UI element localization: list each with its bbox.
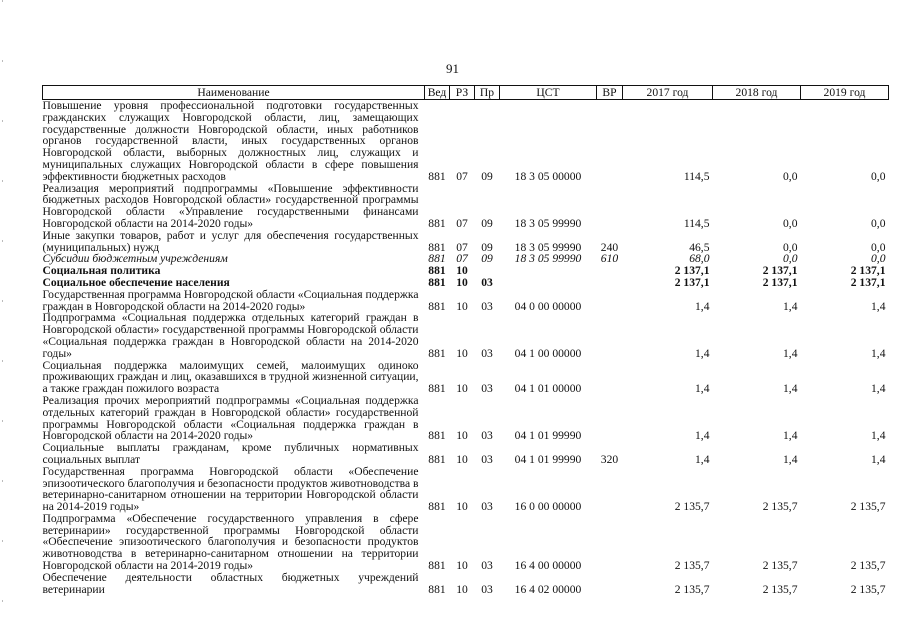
row-2018: 1,4 bbox=[783, 382, 798, 396]
row-name: Социальные выплаты гражданам, кроме публичных нормативных социальных выплат bbox=[42, 441, 419, 466]
row-2018: 2 137,1 bbox=[762, 275, 798, 289]
row-vr bbox=[597, 289, 623, 313]
row-ved: 881 bbox=[428, 299, 446, 313]
row-name: Реализация мероприятий подпрограммы «Повышение эффективности бюджетных расходов Новгородской области» государственной программы Новгородской области «Управление государственными финансами Новгородской области на 2014-2020 годы» bbox=[42, 181, 419, 230]
row-2019: 0,0 bbox=[871, 252, 886, 266]
row-rz: 07 bbox=[456, 240, 468, 254]
row-pr: 03 bbox=[481, 275, 493, 289]
table-row bbox=[43, 183, 889, 230]
row-vr bbox=[597, 277, 623, 289]
row-2018: 1,4 bbox=[783, 299, 798, 313]
budget-table bbox=[42, 85, 889, 595]
row-rz: 10 bbox=[456, 559, 468, 573]
row-vr: 320 bbox=[600, 452, 619, 466]
row-2018: 0,0 bbox=[783, 169, 798, 183]
row-name: Обеспечение деятельности областных бюджетных учреждений ветеринарии bbox=[42, 570, 419, 596]
row-ved: 881 bbox=[428, 452, 446, 466]
row-name: Государственная программа Новгородской области «Обеспечение эпизоотического благополучия и безопасности продуктов животноводства в ветеринарно-санитарном отношении на территории Новгородской области на 2014-2019 годы» bbox=[42, 464, 419, 514]
row-rz: 10 bbox=[456, 275, 468, 289]
table-row bbox=[43, 572, 889, 596]
row-pr: 03 bbox=[481, 429, 493, 443]
row-rz: 10 bbox=[456, 582, 468, 596]
col-header-pr: Пр bbox=[475, 86, 500, 100]
row-vr bbox=[597, 183, 623, 230]
page-number: 91 bbox=[446, 61, 459, 76]
row-cst: 18 3 05 99990 bbox=[514, 216, 582, 230]
row-2018: 2 135,7 bbox=[762, 559, 798, 573]
table-row bbox=[43, 289, 889, 313]
row-name: Иные закупки товаров, работ и услуг для обеспечения государственных (муниципальных) нужд bbox=[42, 228, 419, 254]
row-pr: 03 bbox=[481, 299, 493, 313]
row-2019: 1,4 bbox=[871, 429, 886, 443]
row-2017: 2 135,7 bbox=[674, 500, 710, 514]
row-2017: 114,5 bbox=[683, 216, 710, 230]
row-pr: 03 bbox=[481, 559, 493, 573]
row-pr: 03 bbox=[481, 582, 493, 596]
table-row bbox=[43, 100, 889, 183]
row-ved: 881 bbox=[428, 429, 446, 443]
row-2017: 1,4 bbox=[695, 299, 710, 313]
row-vr bbox=[597, 572, 623, 596]
row-2019: 1,4 bbox=[871, 452, 886, 466]
table-row bbox=[43, 360, 889, 395]
row-pr: 03 bbox=[481, 452, 493, 466]
row-2017: 2 135,7 bbox=[674, 582, 710, 596]
row-2019: 1,4 bbox=[871, 299, 886, 313]
row-2019: 0,0 bbox=[871, 216, 886, 230]
row-2018: 1,4 bbox=[783, 429, 798, 443]
row-name: Реализация прочих мероприятий подпрограммы «Социальная поддержка отдельных категорий граждан в Новгородской области» государственной программы Новгородской области «Социальная поддержка граждан в Новгородской области на 2014-2020 годы» bbox=[42, 393, 419, 443]
row-vr bbox=[597, 100, 623, 183]
row-2017: 46,5 bbox=[689, 240, 710, 254]
row-rz: 10 bbox=[456, 452, 468, 466]
row-rz: 10 bbox=[456, 382, 468, 396]
row-2017: 1,4 bbox=[695, 382, 710, 396]
table-row bbox=[43, 442, 889, 466]
row-2018: 1,4 bbox=[783, 346, 798, 360]
row-2019: 2 137,1 bbox=[850, 264, 886, 278]
table-row bbox=[43, 466, 889, 513]
row-2019: 0,0 bbox=[871, 169, 886, 183]
row-vr: 240 bbox=[600, 240, 619, 254]
row-ved: 881 bbox=[428, 382, 446, 396]
table-row bbox=[43, 230, 889, 254]
row-name: Повышение уровня профессиональной подготовки государственных гражданских служащих Новгородской области, лиц, замещающих государственные должности Новгородской области, иных работников органов государственной власти, иных государственных органов Новгородской области, выборных должностных лиц, служащих и муниципальных служащих Новгородской области в сфере повышения эффективности бюджетных расходов bbox=[42, 99, 419, 183]
row-2017: 68,0 bbox=[689, 252, 710, 266]
row-cst: 16 4 00 00000 bbox=[514, 559, 582, 573]
row-2017: 1,4 bbox=[695, 346, 710, 360]
row-2019: 2 137,1 bbox=[850, 275, 886, 289]
row-name: Подпрограмма «Обеспечение государственного управления в сфере ветеринарии» государственной программы Новгородской области «Обеспечение эпизоотического благополучия и безопасности продуктов животноводства в ветеринарно-санитарном отношении на территории Новгородской области на 2014-2019 годы» bbox=[42, 511, 419, 573]
row-cst: 04 0 00 00000 bbox=[514, 299, 582, 313]
row-cst: 18 3 05 99990 bbox=[514, 240, 582, 254]
row-ved: 881 bbox=[428, 216, 446, 230]
row-2017: 2 137,1 bbox=[674, 275, 710, 289]
row-pr: 03 bbox=[481, 382, 493, 396]
row-rz: 10 bbox=[456, 264, 468, 278]
row-vr bbox=[597, 312, 623, 359]
row-2019: 1,4 bbox=[871, 346, 886, 360]
row-2017: 2 135,7 bbox=[674, 559, 710, 573]
col-header-rz: РЗ bbox=[450, 86, 475, 100]
table-row bbox=[43, 513, 889, 572]
row-cst: 18 3 05 00000 bbox=[514, 169, 582, 183]
col-header-name: Наименование bbox=[43, 86, 425, 100]
row-ved: 881 bbox=[428, 240, 446, 254]
row-rz: 07 bbox=[456, 252, 468, 266]
col-header-2019: 2019 год bbox=[801, 86, 889, 100]
row-ved: 881 bbox=[428, 275, 446, 289]
row-vr bbox=[597, 265, 623, 277]
row-pr: 09 bbox=[481, 169, 493, 183]
row-ved: 881 bbox=[428, 500, 446, 514]
row-vr bbox=[597, 466, 623, 513]
row-name: Социальное обеспечение населения bbox=[42, 275, 230, 289]
row-cst bbox=[500, 277, 597, 289]
table-header-row bbox=[43, 86, 889, 100]
row-cst: 04 1 01 99990 bbox=[514, 452, 582, 466]
row-name: Подпрограмма «Социальная поддержка отдельных категорий граждан в Новгородской области» государственной программы Новгородской области «Социальная поддержка граждан в Новгородской области на 2014-2020 годы» bbox=[42, 311, 419, 360]
row-pr: 03 bbox=[481, 346, 493, 360]
col-header-vr: ВР bbox=[597, 86, 623, 100]
row-pr: 09 bbox=[481, 216, 493, 230]
row-2019: 1,4 bbox=[871, 382, 886, 396]
row-ved: 881 bbox=[428, 252, 446, 266]
row-pr: 03 bbox=[481, 500, 493, 514]
row-rz: 07 bbox=[456, 216, 468, 230]
row-cst: 04 1 00 00000 bbox=[514, 346, 582, 360]
row-cst: 16 0 00 00000 bbox=[514, 500, 582, 514]
row-2017: 1,4 bbox=[695, 429, 710, 443]
row-rz: 10 bbox=[456, 299, 468, 313]
row-ved: 881 bbox=[428, 582, 446, 596]
row-ved: 881 bbox=[428, 346, 446, 360]
row-rz: 07 bbox=[456, 169, 468, 183]
row-2018: 1,4 bbox=[783, 452, 798, 466]
row-pr: 09 bbox=[481, 240, 493, 254]
row-rz: 10 bbox=[456, 346, 468, 360]
row-vr bbox=[597, 360, 623, 395]
table-body bbox=[43, 100, 889, 596]
row-ved: 881 bbox=[428, 169, 446, 183]
row-2018: 0,0 bbox=[783, 216, 798, 230]
row-2018: 0,0 bbox=[783, 240, 798, 254]
row-cst: 16 4 02 00000 bbox=[514, 582, 582, 596]
row-2017: 1,4 bbox=[695, 452, 710, 466]
row-name: Социальная политика bbox=[42, 264, 161, 278]
row-2018: 2 137,1 bbox=[762, 264, 798, 278]
row-rz: 10 bbox=[456, 500, 468, 514]
row-cst bbox=[500, 265, 597, 277]
table-row bbox=[43, 277, 889, 289]
row-ved: 881 bbox=[428, 559, 446, 573]
table-row bbox=[43, 312, 889, 359]
row-2019: 2 135,7 bbox=[850, 582, 886, 596]
row-vr bbox=[597, 513, 623, 572]
row-pr: 09 bbox=[481, 252, 493, 266]
row-2019: 2 135,7 bbox=[850, 500, 886, 514]
col-header-2017: 2017 год bbox=[623, 86, 713, 100]
row-2019: 0,0 bbox=[871, 240, 886, 254]
row-name: Государственная программа Новгородской области «Социальная поддержка граждан в Новгородской области на 2014-2020 годы» bbox=[42, 287, 419, 313]
table-row bbox=[43, 395, 889, 442]
row-cst: 18 3 05 99990 bbox=[514, 252, 582, 266]
row-cst: 04 1 01 00000 bbox=[514, 382, 582, 396]
row-2018: 2 135,7 bbox=[762, 582, 798, 596]
col-header-2018: 2018 год bbox=[713, 86, 801, 100]
col-header-cst: ЦСТ bbox=[500, 86, 597, 100]
row-2018: 2 135,7 bbox=[762, 500, 798, 514]
row-name: Социальная поддержка малоимущих семей, малоимущих одиноко проживающих граждан и лиц, оказавшихся в трудной жизненной ситуации, а также граждан пожилого возраста bbox=[42, 358, 419, 396]
row-2019: 2 135,7 bbox=[850, 559, 886, 573]
left-margin-rule bbox=[2, 0, 3, 640]
row-vr bbox=[597, 395, 623, 442]
row-2018: 0,0 bbox=[783, 252, 798, 266]
row-ved: 881 bbox=[428, 264, 446, 278]
row-rz: 10 bbox=[456, 429, 468, 443]
col-header-ved: Вед bbox=[425, 86, 450, 100]
row-name: Субсидии бюджетным учреждениям bbox=[42, 252, 228, 266]
row-cst: 04 1 01 99990 bbox=[514, 429, 582, 443]
row-2017: 2 137,1 bbox=[674, 264, 710, 278]
row-vr: 610 bbox=[600, 252, 619, 266]
row-2017: 114,5 bbox=[683, 169, 710, 183]
